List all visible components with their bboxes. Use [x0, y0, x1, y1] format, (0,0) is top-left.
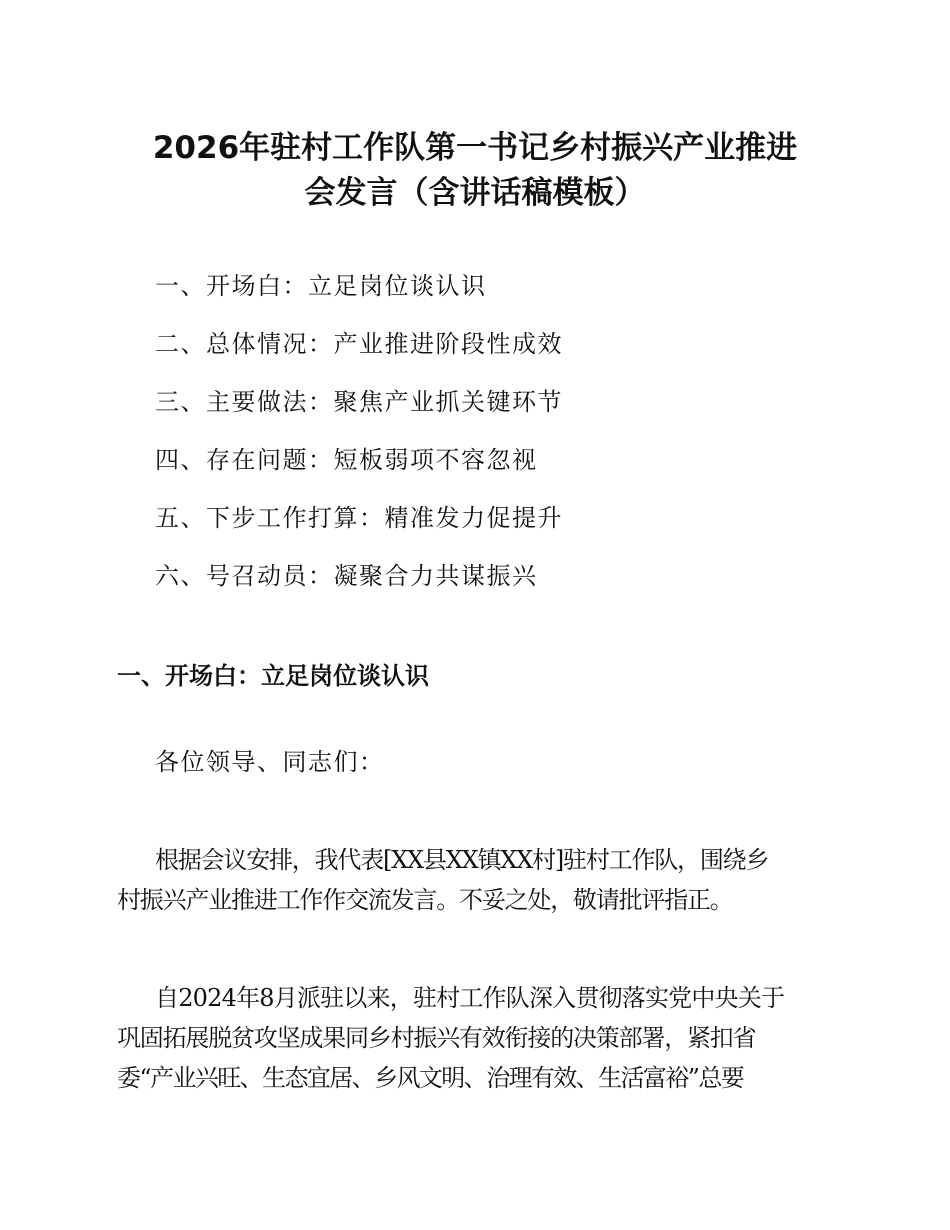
paragraph-line: 巩固拓展脱贫攻坚成果同乡村振兴有效衔接的决策部署，紧扣省 — [117, 1024, 756, 1052]
toc-item: 一、开场白：立足岗位谈认识 — [155, 272, 487, 300]
section-heading: 一、开场白：立足岗位谈认识 — [117, 662, 429, 690]
toc-item: 五、下步工作打算：精准发力促提升 — [155, 504, 563, 532]
document-title-line-2: 会发言（含讲话稿模板） — [304, 175, 646, 211]
toc-item: 四、存在问题：短板弱项不容忽视 — [155, 446, 538, 474]
greeting: 各位领导、同志们： — [155, 748, 385, 776]
toc-item: 二、总体情况：产业推进阶段性成效 — [155, 330, 563, 358]
document-title-line-1: 2026年驻村工作队第一书记乡村振兴产业推进 — [152, 130, 798, 166]
paragraph-line: 根据会议安排，我代表[XX县XX镇XX村]驻村工作队，围绕乡 — [155, 846, 769, 874]
paragraph-line: 村振兴产业推进工作作交流发言。不妥之处，敬请批评指正。 — [117, 886, 733, 914]
paragraph-line: 委“产业兴旺、生态宜居、乡风文明、治理有效、生活富裕”总要 — [117, 1064, 744, 1092]
toc-item: 六、号召动员：凝聚合力共谋振兴 — [155, 562, 538, 590]
toc-item: 三、主要做法：聚焦产业抓关键环节 — [155, 388, 563, 416]
paragraph-line: 自2024年8月派驻以来，驻村工作队深入贯彻落实党中央关于 — [155, 984, 785, 1012]
